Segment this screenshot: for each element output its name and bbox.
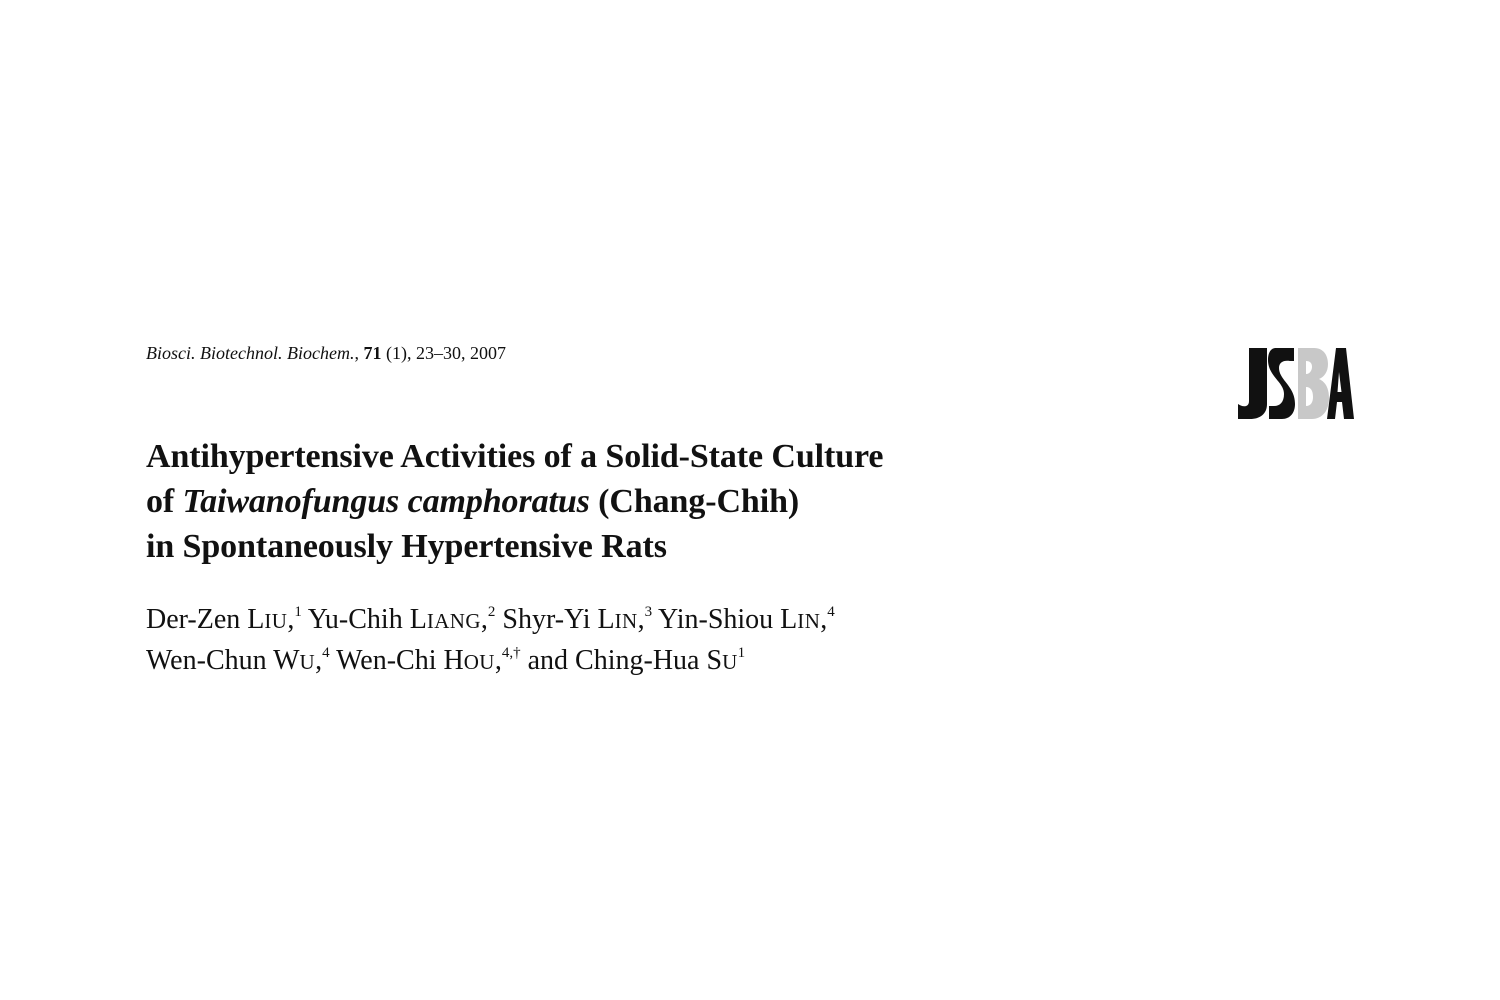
author-list <box>146 600 835 682</box>
author-given: and Ching-Hua S <box>520 645 723 676</box>
title-line-3: in Spontaneously Hypertensive Rats <box>146 528 667 565</box>
journal-name: Biosci. Biotechnol. Biochem. <box>146 343 355 363</box>
article-title <box>146 434 883 569</box>
author-separator: , <box>820 604 828 635</box>
author-given: Yin-Shiou L <box>652 604 798 635</box>
author-separator: , <box>637 604 645 635</box>
journal-citation <box>146 341 506 365</box>
affiliation-mark: 1 <box>737 645 746 661</box>
author-line-2 <box>146 641 835 682</box>
title-line-2 <box>146 479 883 524</box>
affiliation-mark: 1 <box>294 604 302 620</box>
author-separator: , <box>494 645 502 676</box>
author-given: Wen-Chi H <box>329 645 464 676</box>
author-surname: IANG <box>426 609 481 633</box>
author-given: Shyr-Yi L <box>495 604 615 635</box>
logo-letter-s <box>1268 348 1295 419</box>
species-name: Taiwanofungus camphoratus <box>182 483 590 520</box>
author-separator: , <box>287 604 295 635</box>
author-surname: U <box>722 650 738 674</box>
affiliation-mark: 4 <box>827 604 835 620</box>
affiliation-mark: 4,† <box>501 645 521 661</box>
affiliation-mark: 2 <box>487 604 496 620</box>
author-surname: OU <box>463 650 495 674</box>
logo-letter-b <box>1298 348 1329 419</box>
author-line-1 <box>146 600 835 641</box>
citation-separator: , <box>354 343 364 363</box>
author-separator: , <box>480 604 488 635</box>
author-given: Wen-Chun W <box>146 645 300 676</box>
author-given: Der-Zen L <box>146 604 265 635</box>
logo-letter-j <box>1238 348 1267 419</box>
author-surname: IN <box>614 609 638 633</box>
title-suffix: (Chang-Chih) <box>589 483 800 520</box>
issue-pages-year: (1), 23–30, 2007 <box>381 343 506 363</box>
volume-number: 71 <box>363 343 382 363</box>
affiliation-mark: 4 <box>322 645 330 661</box>
author-surname: IN <box>797 609 821 633</box>
affiliation-mark: 3 <box>644 604 653 620</box>
title-line-1: Antihypertensive Activities of a Solid-State Culture <box>146 438 884 475</box>
author-surname: U <box>299 650 316 674</box>
author-surname: IU <box>264 609 288 633</box>
jsba-logo <box>1236 346 1354 420</box>
author-separator: , <box>315 645 323 676</box>
author-given: Yu-Chih L <box>301 604 427 635</box>
title-prefix: of <box>146 483 183 520</box>
logo-letter-a <box>1327 348 1354 419</box>
